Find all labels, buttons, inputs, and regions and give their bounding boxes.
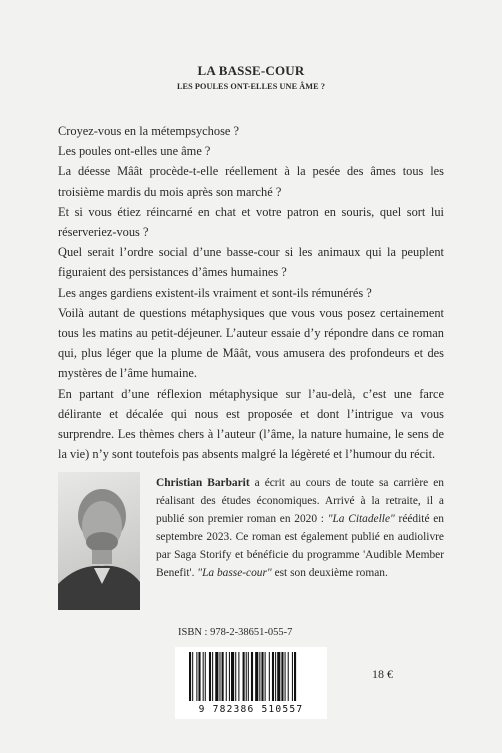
blurb-paragraph: Les anges gardiens existent-ils vraiment et sont-ils rémunérés ? — [58, 285, 372, 300]
book-reference: "La basse-cour" — [197, 567, 272, 580]
barcode-bar — [246, 652, 247, 701]
barcode-bar — [229, 652, 230, 701]
barcode-bar — [219, 652, 220, 701]
barcode-digits: 9 782386 510557 — [198, 704, 304, 715]
barcode-bar — [215, 652, 218, 701]
barcode-bar — [209, 652, 211, 701]
blurb — [58, 121, 444, 464]
barcode-bar — [251, 652, 253, 701]
barcode-bar — [277, 652, 280, 701]
barcode-bar — [196, 652, 197, 701]
barcode-bar — [226, 652, 227, 701]
barcode-bar — [198, 652, 200, 701]
barcode-bar — [203, 652, 204, 701]
author-name: Christian Barbarit — [156, 477, 250, 489]
barcode-bar — [272, 652, 274, 701]
blurb-paragraph: Et si vous étiez réincarné en chat et votre patron en souris, quel sort lui réserveriez-vous ? — [58, 204, 444, 240]
barcode — [175, 647, 327, 719]
barcode-bar — [238, 652, 239, 701]
barcode-bar — [288, 652, 289, 701]
barcode-bar — [281, 652, 283, 701]
barcode-bar — [292, 652, 293, 701]
barcode-bar — [255, 652, 258, 701]
barcode-bar — [285, 652, 286, 701]
barcode-bar — [243, 652, 245, 701]
author-bio: Christian Barbarit a écrit au cours de toute sa carrière en réalisant des études économiques. Arrivé à la retraite, il a publié son premier roman en 2020 : "La Citadelle" réédité en septembre 2023. Ce roman est également publié en audiolivre par Saga Storify et bénéficie du programme 'Audible Member Benefit'. "La basse-cour" est son deuxième roman. — [156, 477, 444, 580]
book-reference: "La Citadelle" — [327, 513, 395, 526]
barcode-bar — [294, 652, 296, 701]
author-section — [58, 472, 444, 622]
barcode-bar — [222, 652, 224, 701]
barcode-bar — [275, 652, 276, 701]
blurb-paragraph: Voilà autant de questions métaphysiques que vous vous posez certainement tous les matins au petit-déjeuner. L’auteur essaie d’y répondre dans ce roman qui, plus léger que la plume de Mâât, vous amusera des profondeurs et des mystères de l’âme humaine. — [58, 305, 444, 381]
blurb-paragraph: Quel serait l’ordre social d’une basse-cour si les animaux qui la peuplent figuraient des persistances d’âmes humaines ? — [58, 245, 444, 280]
book-title: LA BASSE-COUR — [197, 63, 305, 78]
barcode-bar — [235, 652, 236, 701]
isbn-label: ISBN : 978-2-38651-055-7 — [178, 627, 293, 638]
book-subtitle: LES POULES ONT-ELLES UNE ÂME ? — [176, 82, 326, 91]
barcode-bar — [265, 652, 266, 701]
blurb-paragraph: Les poules ont-elles une âme ? — [58, 144, 211, 159]
barcode-bar — [231, 652, 234, 701]
barcode-bar — [205, 652, 206, 701]
blurb-paragraph: La déesse Mâât procède-t-elle réellement à la pesée des âmes tous les troisième mardis du mois après son marché ? — [58, 164, 444, 199]
barcode-bar — [248, 652, 249, 701]
barcode-bar — [192, 652, 193, 701]
barcode-bar — [212, 652, 213, 701]
blurb-paragraph: Croyez-vous en la métempsychose ? — [58, 124, 239, 138]
author-photo — [58, 472, 140, 610]
barcode-bar — [269, 652, 270, 701]
price: 18 € — [372, 667, 393, 681]
barcode-bar — [261, 652, 263, 701]
barcode-bar — [189, 652, 191, 701]
blurb-paragraph: En partant d’une réflexion métaphysique sur l’au-delà, c’est une farce délirante et décalée qui nous est proposée et dont l’intrigue va vous surprendre. Les thèmes chers à l’auteur (l’âme, la nature humaine, le sens de la vie) n’y sont toutefois pas absents malgré la légèreté et l’humour du récit. — [58, 386, 444, 462]
barcode-bar — [259, 652, 260, 701]
